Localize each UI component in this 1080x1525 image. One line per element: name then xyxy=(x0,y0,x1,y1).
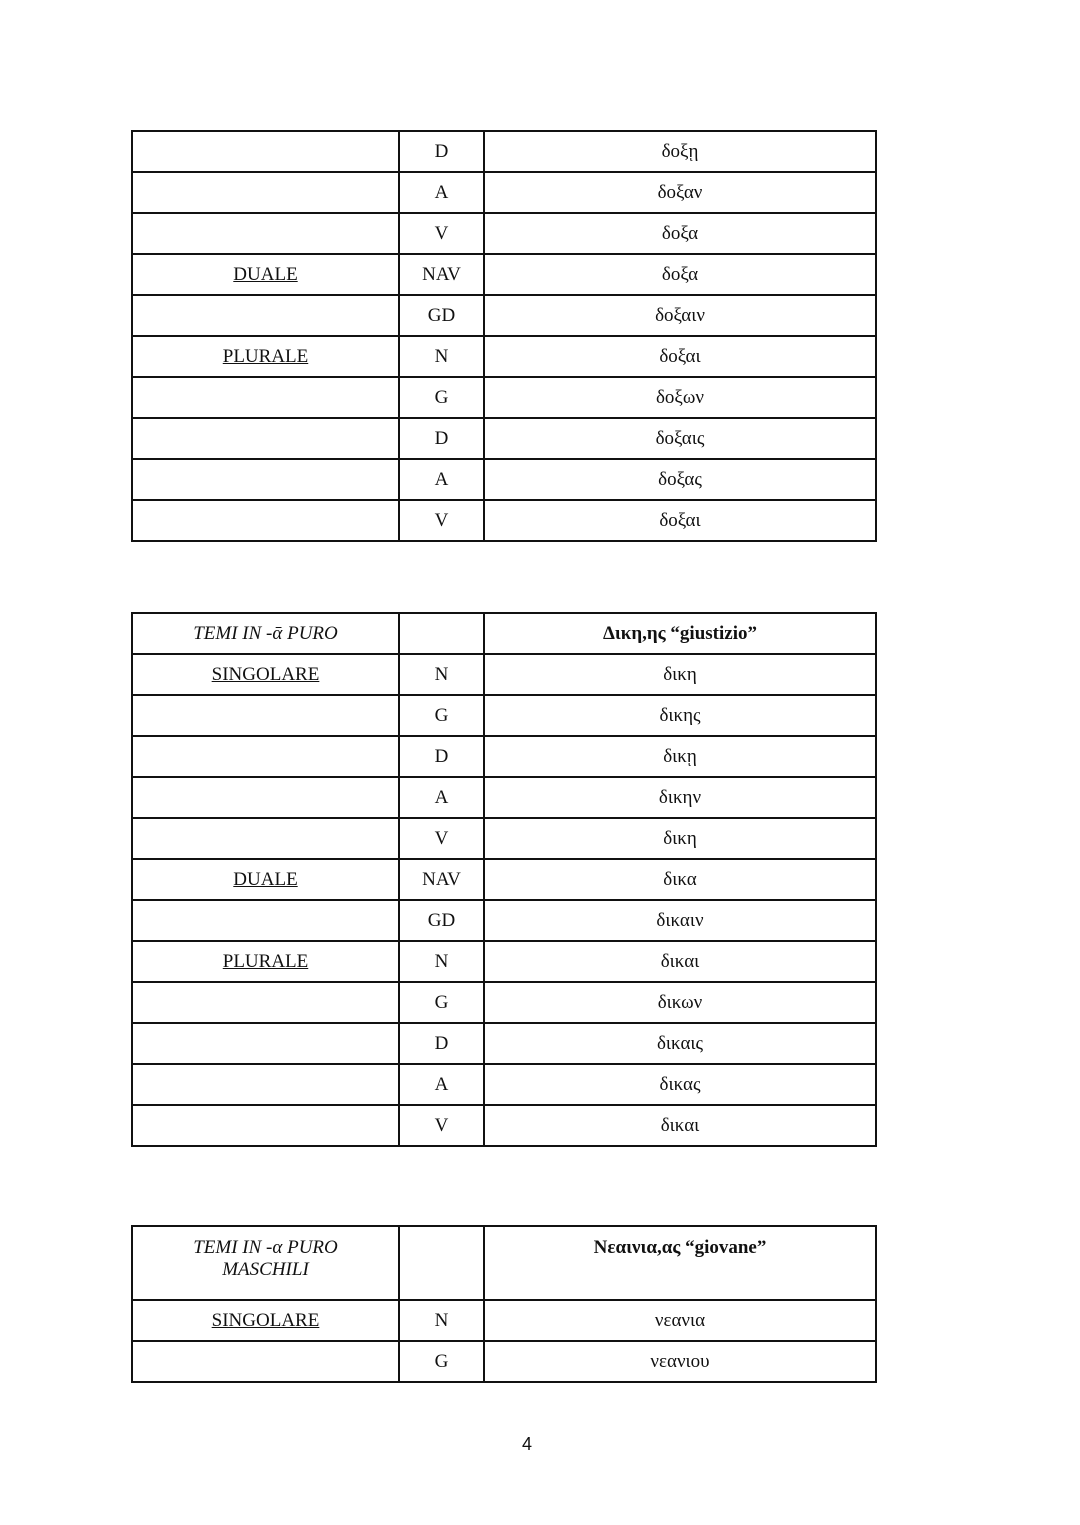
form-cell: δικαις xyxy=(484,1023,876,1064)
form-cell: δοξαι xyxy=(484,500,876,541)
case-cell: G xyxy=(399,695,484,736)
form-cell: δικη xyxy=(484,654,876,695)
table-row xyxy=(132,172,876,213)
case-cell: A xyxy=(399,459,484,500)
case-cell xyxy=(399,613,484,654)
case-cell: A xyxy=(399,1064,484,1105)
case-cell: N xyxy=(399,336,484,377)
number-label xyxy=(132,982,399,1023)
case-cell: D xyxy=(399,131,484,172)
form-cell: νεανια xyxy=(484,1300,876,1341)
table-row xyxy=(132,213,876,254)
declension-table-dike xyxy=(131,612,877,1147)
case-cell: V xyxy=(399,818,484,859)
case-cell: G xyxy=(399,982,484,1023)
number-label: DUALE xyxy=(132,254,399,295)
table-row xyxy=(132,1300,876,1341)
case-cell: G xyxy=(399,1341,484,1382)
form-cell: δικης xyxy=(484,695,876,736)
case-cell: GD xyxy=(399,900,484,941)
case-cell: V xyxy=(399,213,484,254)
declension-table-doxa xyxy=(131,130,877,542)
table-row xyxy=(132,1341,876,1382)
number-label xyxy=(132,1023,399,1064)
number-label xyxy=(132,777,399,818)
form-cell: δοξαιν xyxy=(484,295,876,336)
table-row xyxy=(132,941,876,982)
case-cell xyxy=(399,1226,484,1300)
form-cell: δικων xyxy=(484,982,876,1023)
form-cell: νεανιου xyxy=(484,1341,876,1382)
table-row xyxy=(132,131,876,172)
form-cell: δοξῃ xyxy=(484,131,876,172)
table-header-row xyxy=(132,613,876,654)
form-cell: δικῃ xyxy=(484,736,876,777)
table-row xyxy=(132,1023,876,1064)
form-cell: δικας xyxy=(484,1064,876,1105)
number-label: SINGOLARE xyxy=(132,654,399,695)
table-row xyxy=(132,859,876,900)
form-cell: δικαι xyxy=(484,941,876,982)
table-row xyxy=(132,1064,876,1105)
case-cell: N xyxy=(399,941,484,982)
number-label xyxy=(132,213,399,254)
form-cell: δοξων xyxy=(484,377,876,418)
case-cell: N xyxy=(399,654,484,695)
number-label: SINGOLARE xyxy=(132,1300,399,1341)
number-label xyxy=(132,295,399,336)
stem-type-label-line1: TEMI IN -α PURO xyxy=(193,1237,338,1258)
form-cell: δοξαις xyxy=(484,418,876,459)
number-label: PLURALE xyxy=(132,336,399,377)
number-label xyxy=(132,736,399,777)
case-cell: G xyxy=(399,377,484,418)
number-label xyxy=(132,1105,399,1146)
case-cell: V xyxy=(399,500,484,541)
table-row xyxy=(132,254,876,295)
table-row xyxy=(132,900,876,941)
number-label xyxy=(132,377,399,418)
table-row xyxy=(132,295,876,336)
table-row xyxy=(132,336,876,377)
stem-type-label xyxy=(132,1226,399,1300)
form-cell: δικην xyxy=(484,777,876,818)
case-cell: N xyxy=(399,1300,484,1341)
case-cell: NAV xyxy=(399,254,484,295)
table-row xyxy=(132,777,876,818)
number-label xyxy=(132,500,399,541)
table-row xyxy=(132,1105,876,1146)
table-row xyxy=(132,736,876,777)
form-cell: δικαι xyxy=(484,1105,876,1146)
case-cell: D xyxy=(399,1023,484,1064)
number-label xyxy=(132,1064,399,1105)
case-cell: A xyxy=(399,172,484,213)
table-row xyxy=(132,500,876,541)
stem-type-label-line2: MASCHILI xyxy=(222,1259,309,1280)
number-label: DUALE xyxy=(132,859,399,900)
form-cell: δικη xyxy=(484,818,876,859)
form-cell: δοξαι xyxy=(484,336,876,377)
declension-table-neanias xyxy=(131,1225,877,1383)
form-cell: δοξα xyxy=(484,254,876,295)
table-row xyxy=(132,418,876,459)
form-cell: δικαιν xyxy=(484,900,876,941)
number-label xyxy=(132,131,399,172)
number-label xyxy=(132,172,399,213)
number-label xyxy=(132,459,399,500)
table-row xyxy=(132,459,876,500)
case-cell: D xyxy=(399,736,484,777)
case-cell: NAV xyxy=(399,859,484,900)
stem-type-label: TEMI IN -ᾱ PURO xyxy=(132,613,399,654)
table-row xyxy=(132,982,876,1023)
lemma-heading: Δικη,ης “giustizio” xyxy=(484,613,876,654)
case-cell: V xyxy=(399,1105,484,1146)
case-cell: GD xyxy=(399,295,484,336)
case-cell: D xyxy=(399,418,484,459)
number-label xyxy=(132,900,399,941)
form-cell: δοξας xyxy=(484,459,876,500)
number-label: PLURALE xyxy=(132,941,399,982)
number-label xyxy=(132,1341,399,1382)
lemma-heading: Νεαινια,ας “giovane” xyxy=(484,1226,876,1300)
number-label xyxy=(132,818,399,859)
table-row xyxy=(132,377,876,418)
number-label xyxy=(132,418,399,459)
number-label xyxy=(132,695,399,736)
form-cell: δικα xyxy=(484,859,876,900)
case-cell: A xyxy=(399,777,484,818)
table-header-row xyxy=(132,1226,876,1300)
form-cell: δοξαν xyxy=(484,172,876,213)
page-number: 4 xyxy=(521,1434,532,1454)
table-row xyxy=(132,695,876,736)
table-row xyxy=(132,818,876,859)
form-cell: δοξα xyxy=(484,213,876,254)
table-row xyxy=(132,654,876,695)
